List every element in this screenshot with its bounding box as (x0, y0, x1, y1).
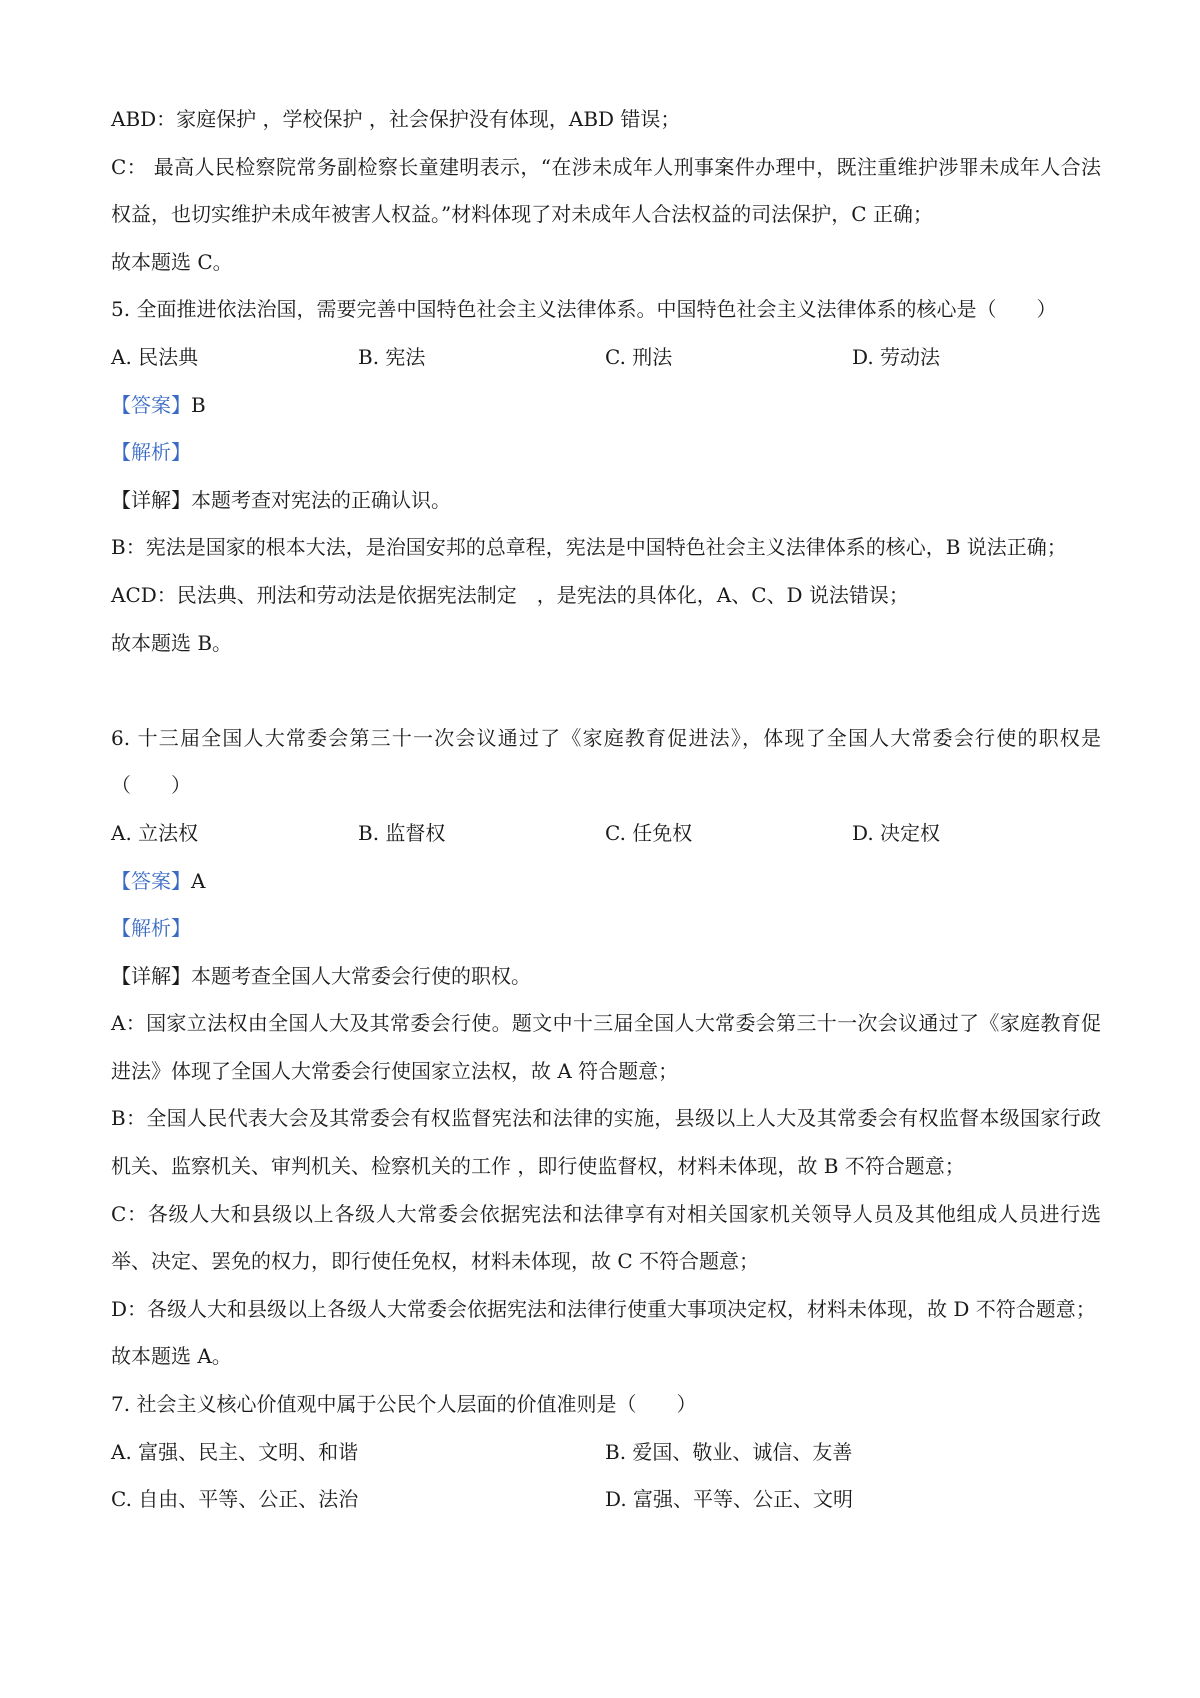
q6-answer-value: A (191, 868, 206, 893)
q5-conclusion: 故本题选 B。 (111, 630, 233, 655)
q5-option-c: C. 刑法 (605, 344, 673, 369)
q5-option-d: D. 劳动法 (852, 344, 941, 369)
q6-answer-label: 【答案】 (111, 868, 191, 893)
q6-stem: 6. 十三届全国人大常委会第三十一次会议通过了《家庭教育促进法》，体现了全国人大常委会行使的职权是（ ） (111, 725, 1101, 798)
q5-detail: 【详解】本题考查对宪法的正确认识。 (111, 487, 451, 512)
prev-conclusion: 故本题选 C。 (111, 249, 233, 274)
q6-explanation-a: A：国家立法权由全国人大及其常委会行使。题文中十三届全国人大常委会第三十一次会议通过了《家庭教育促进法》体现了全国人大常委会行使国家立法权，故 A 符合题意； (111, 1011, 1101, 1083)
q5-option-a: A. 民法典 (111, 344, 199, 369)
q5-answer (111, 382, 1101, 430)
q6-answer (111, 858, 1101, 906)
prev-explanation-c: C： 最高人民检察院常务副检察长童建明表示，“在涉未成年人刑事案件办理中，既注重维护涉罪未成年人合法权益，也切实维护未成年被害人权益。”材料体现了对未成年人合法权益的司法保护，C 正确； (111, 154, 1101, 227)
q6-explanation-d: D：各级人大和县级以上各级人大常委会依据宪法和法律行使重大事项决定权，材料未体现，故 D 不符合题意； (111, 1296, 1096, 1321)
q5-explanation-b: B：宪法是国家的根本大法，是治国安邦的总章程，宪法是中国特色社会主义法律体系的核心，B 说法正确； (111, 535, 1067, 560)
q6-option-c: C. 任免权 (605, 820, 693, 845)
q6-option-d: D. 决定权 (852, 820, 941, 845)
q5-answer-value: B (191, 392, 206, 417)
q7-options-row1 (111, 1429, 1101, 1477)
q5-analysis-label: 【解析】 (111, 440, 191, 465)
q7-option-a: A. 富强、民主、文明、和谐 (111, 1439, 359, 1464)
q5-stem: 5. 全面推进依法治国，需要完善中国特色社会主义法律体系。中国特色社会主义法律体系的核心是（ ） (111, 297, 1057, 322)
q7-stem: 7. 社会主义核心价值观中属于公民个人层面的价值准则是（ ） (111, 1392, 697, 1417)
q6-option-a: A. 立法权 (111, 820, 199, 845)
q6-option-b: B. 监督权 (358, 820, 446, 845)
document-page (111, 96, 1101, 1524)
q6-explanation-c: C：各级人大和县级以上各级人大常委会依据宪法和法律享有对相关国家机关领导人员及其他组成人员进行选举、决定、罢免的权力，即行使任免权，材料未体现，故 C 不符合题意； (111, 1201, 1101, 1274)
q7-option-b: B. 爱国、敬业、诚信、友善 (605, 1439, 853, 1464)
q6-detail: 【详解】本题考查全国人大常委会行使的职权。 (111, 963, 531, 988)
spacer (111, 667, 1101, 715)
prev-explanation-abd: ABD：家庭保护 ，学校保护 ，社会保护没有体现，ABD 错误； (111, 107, 681, 131)
q5-options (111, 334, 1101, 382)
q7-option-d: D. 富强、平等、公正、文明 (605, 1487, 854, 1512)
q6-conclusion: 故本题选 A。 (111, 1344, 232, 1369)
q7-option-c: C. 自由、平等、公正、法治 (111, 1487, 359, 1512)
q6-analysis-label: 【解析】 (111, 916, 191, 941)
q5-explanation-acd: ACD：民法典、刑法和劳动法是依据宪法制定 ，是宪法的具体化，A、C、D 说法错误； (111, 582, 909, 607)
q6-options (111, 810, 1101, 858)
q5-answer-label: 【答案】 (111, 392, 191, 417)
q6-explanation-b: B：全国人民代表大会及其常委会有权监督宪法和法律的实施，县级以上人大及其常委会有权监督本级国家行政机关、监察机关、审判机关、检察机关的工作 ，即行使监督权，材料未体现，故 B 不符合题意； (111, 1106, 1101, 1179)
q5-option-b: B. 宪法 (358, 344, 426, 369)
q7-options-row2 (111, 1476, 1101, 1524)
